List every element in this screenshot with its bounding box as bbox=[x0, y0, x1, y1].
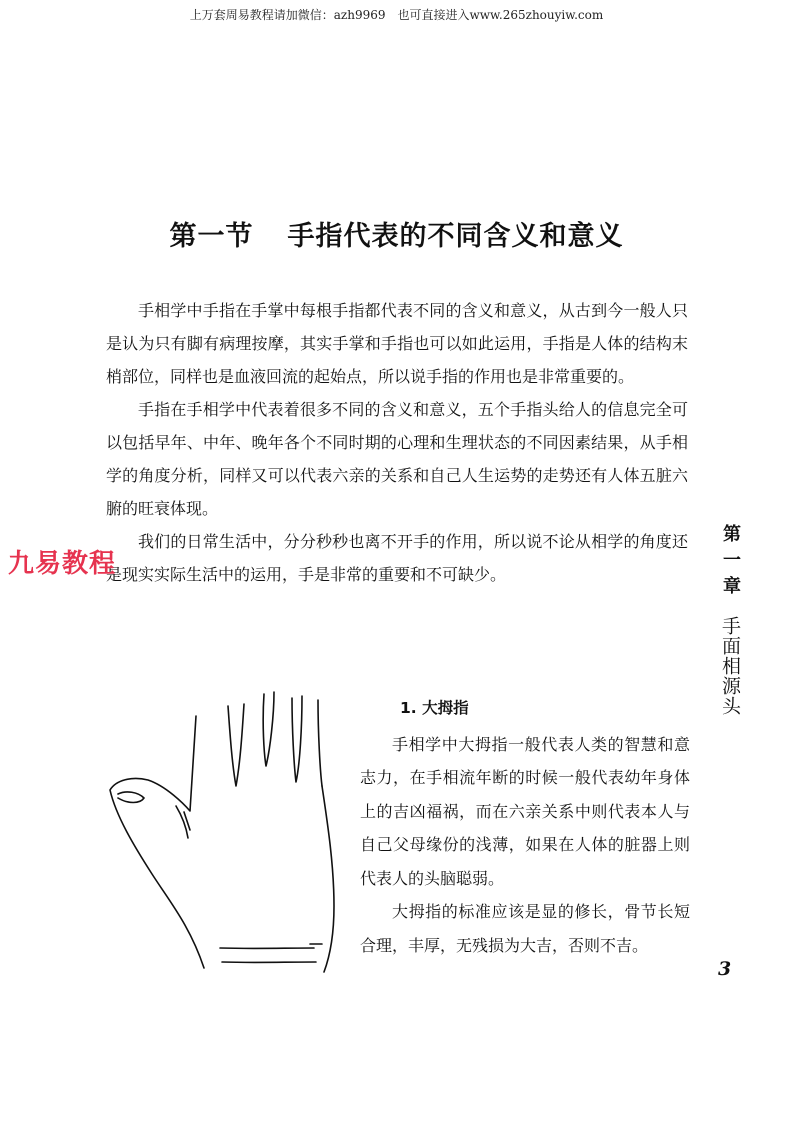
finger-3 bbox=[292, 696, 302, 782]
body-paragraph-1: 手相学中手指在手掌中每根手指都代表不同的含义和意义，从古到今一般人只是认为只有脚有病理按摩，其实手掌和手指也可以如此运用，手指是人体的结构末梢部位，同样也是血液回流的起始点，所以说手指的作用也是非常重要的。 bbox=[106, 301, 688, 386]
body-paragraph-2: 手指在手相学中代表着很多不同的含义和意义，五个手指头给人的信息完全可以包括早年、中年、晚年各个不同时期的心理和生理状态的不同因素结果，从手相学的角度分析，同样又可以代表六亲的关系和自己人生运势的走势还有人体五脏六腑的旺衰体现。 bbox=[106, 400, 688, 518]
finger-1 bbox=[228, 704, 244, 786]
section-title bbox=[0, 214, 793, 253]
section-number: 第一节 bbox=[169, 221, 254, 252]
chapter-label: 第一章 bbox=[720, 524, 741, 602]
subsection-heading: 1. 大拇指 bbox=[400, 699, 469, 717]
body-text bbox=[106, 294, 688, 591]
thumb-subsection bbox=[360, 692, 690, 962]
page-header: 上万套周易教程请加微信：azh9969 也可直接进入www.265zhouyiw.com bbox=[189, 8, 604, 22]
chapter-tab bbox=[717, 524, 743, 716]
subsection-paragraph-1: 手相学中大拇指一般代表人类的智慧和意志力，在手相流年断的时候一般代表幼年身体上的吉凶福祸，而在六亲关系中则代表本人与自己父母缘份的浅薄，如果在人体的脏器上则代表人的头脑聪弱。 bbox=[360, 734, 690, 888]
chapter-name: 手面相源头 bbox=[719, 616, 741, 716]
page-number: 3 bbox=[718, 958, 732, 980]
hand-outline-icon bbox=[104, 686, 340, 976]
section-title-text: 手指代表的不同含义和意义 bbox=[287, 221, 624, 252]
finger-2 bbox=[263, 692, 274, 766]
watermark-logo: 九易教程 bbox=[8, 549, 117, 579]
thumb-crease-1 bbox=[176, 806, 188, 838]
finger-4 bbox=[318, 700, 322, 786]
subsection-paragraph-2: 大拇指的标准应该是显的修长，骨节长短合理，丰厚，无残损为大吉，否则不吉。 bbox=[360, 902, 690, 955]
hand-left-edge bbox=[110, 716, 204, 968]
thumb-nail bbox=[118, 792, 144, 803]
body-paragraph-3: 我们的日常生活中，分分秒秒也离不开手的作用，所以说不论从相学的角度还是现实实际生活中的运用，手是非常的重要和不可缺少。 bbox=[106, 532, 688, 584]
hand-right-edge bbox=[322, 786, 334, 972]
